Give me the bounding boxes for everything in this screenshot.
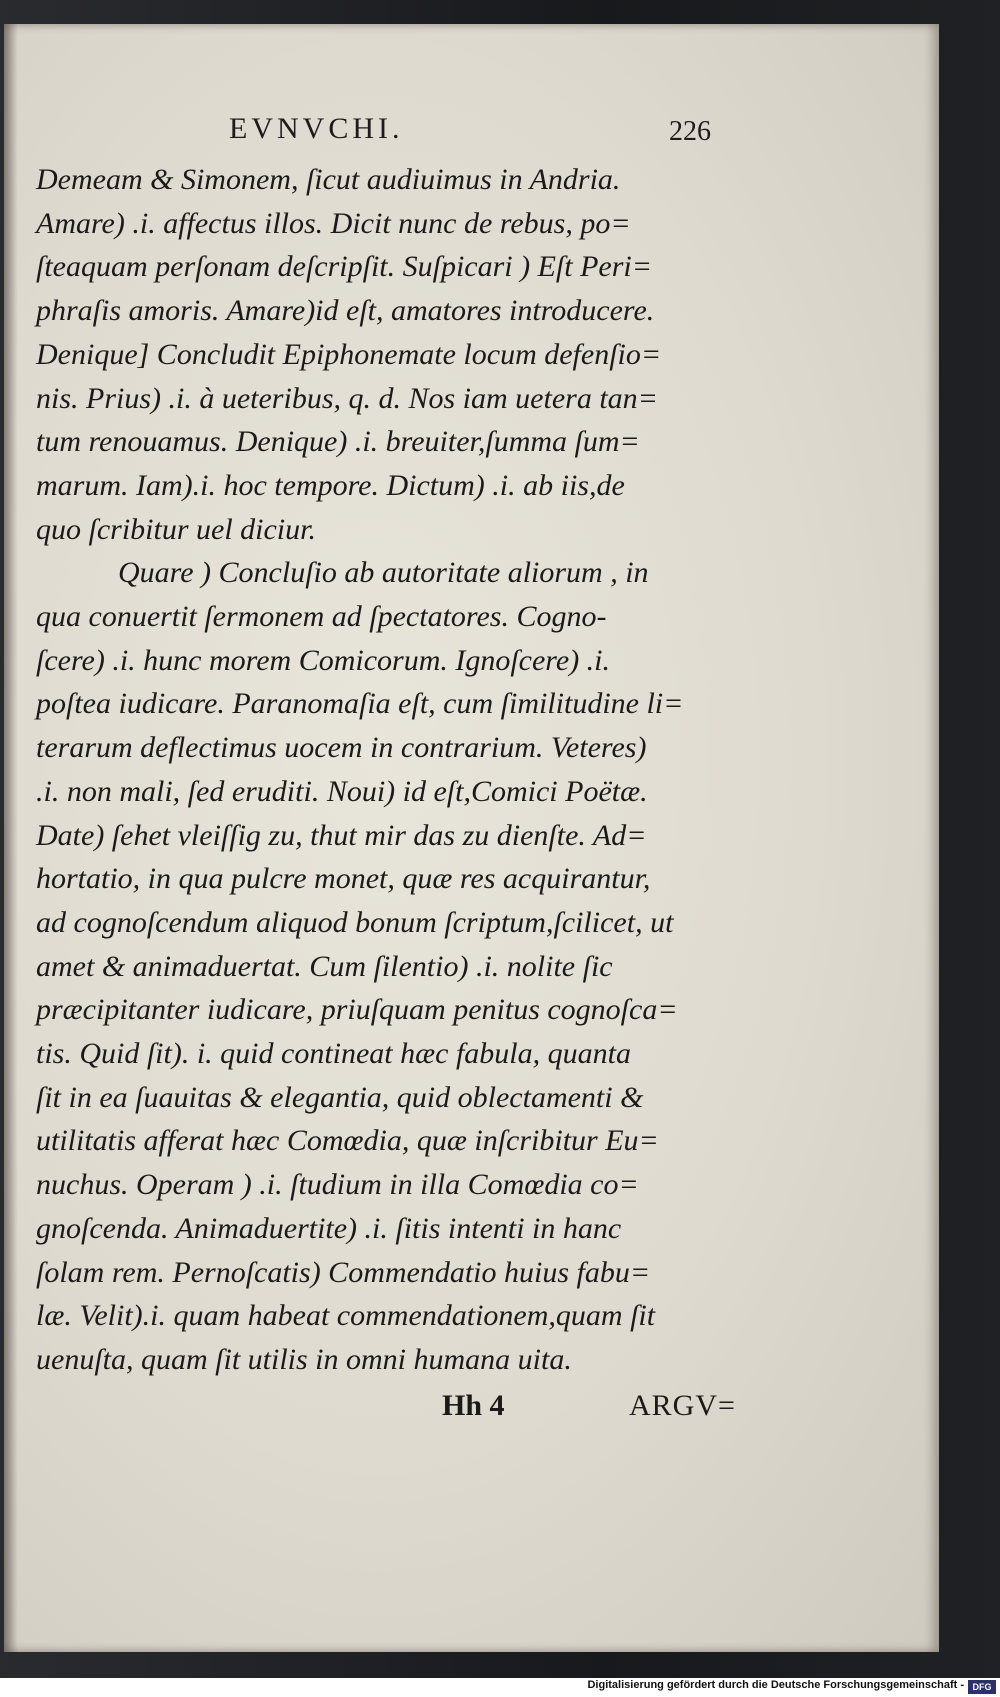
text-line: phraſis amoris. Amare)id eſt, amatores introducere. bbox=[36, 294, 655, 328]
text-line: amet & animaduertat. Cum ſilentio) .i. nolite ſic bbox=[36, 949, 613, 983]
text-line: Amare) .i. affectus illos. Dicit nunc de rebus, po= bbox=[36, 206, 631, 240]
text-line: ſcere) .i. hunc morem Comicorum. Ignoſcere) .i. bbox=[36, 643, 611, 677]
text-line: qua conuertit ſermonem ad ſpectatores. Cogno- bbox=[36, 600, 607, 634]
text-line: ad cognoſcendum aliquod bonum ſcriptum,ſcilicet, ut bbox=[36, 905, 674, 939]
text-line: Quare ) Concluſio ab autoritate aliorum , in bbox=[118, 556, 649, 590]
text-line: præcipitanter iudicare, priuſquam penitus cognoſca= bbox=[36, 993, 678, 1027]
digitization-credit: Digitalisierung gefördert durch die Deutsche Forschungsgemeinschaft - bbox=[587, 1679, 964, 1691]
text-line: Demeam & Simonem, ſicut audiuimus in Andria. bbox=[36, 163, 621, 196]
text-line: nis. Prius) .i. à ueteribus, q. d. Nos iam uetera tan= bbox=[36, 381, 658, 415]
commentary-text bbox=[36, 158, 756, 1382]
text-line: tum renouamus. Denique) .i. breuiter,ſumma ſum= bbox=[36, 425, 640, 459]
text-line: poſtea iudicare. Paranomaſia eſt, cum ſimilitudine li= bbox=[36, 687, 684, 721]
text-line: tis. Quid ſit). i. quid contineat hæc fabula, quanta bbox=[36, 1037, 631, 1071]
text-line: terarum deflectimus uocem in contrarium. Veteres) bbox=[36, 731, 647, 765]
text-line: gnoſcenda. Animaduertite) .i. ſitis intenti in hanc bbox=[36, 1211, 622, 1245]
text-line: læ. Velit).i. quam habeat commendationem,quam ſit bbox=[36, 1299, 656, 1333]
book-page bbox=[4, 24, 939, 1652]
text-line: nuchus. Operam ) .i. ſtudium in illa Comœdia co= bbox=[36, 1168, 639, 1202]
text-line: Date) ſehet vleiſſig zu, thut mir das zu dienſte. Ad= bbox=[36, 818, 647, 852]
page-number: 226 bbox=[669, 116, 711, 147]
text-line: utilitatis afferat hæc Comœdia, quæ inſcribitur Eu= bbox=[36, 1124, 659, 1158]
running-head: EVNVCHI. bbox=[229, 112, 404, 145]
text-line: marum. Iam).i. hoc tempore. Dictum) .i. ab iis,de bbox=[36, 468, 625, 502]
text-line: hortatio, in qua pulcre monet, quæ res acquirantur, bbox=[36, 862, 651, 896]
text-line: .i. non mali, ſed eruditi. Noui) id eſt,Comici Poëtæ. bbox=[36, 774, 648, 808]
catchword: ARGV= bbox=[629, 1389, 736, 1422]
text-line: Denique] Concludit Epiphonemate locum defenſio= bbox=[36, 337, 662, 371]
text-line: quo ſcribitur uel diciur. bbox=[36, 512, 316, 546]
dfg-logo-icon: DFG bbox=[968, 1680, 996, 1694]
signature-mark: Hh 4 bbox=[442, 1389, 505, 1422]
text-line: ſolam rem. Pernoſcatis) Commendatio huius fabu= bbox=[36, 1255, 651, 1289]
text-line: uenuſta, quam ſit utilis in omni humana uita. bbox=[36, 1342, 572, 1376]
text-line: ſit in ea ſuauitas & elegantia, quid oblectamenti & bbox=[36, 1080, 644, 1114]
text-line: ſteaquam perſonam deſcripſit. Suſpicari ) Eſt Peri= bbox=[36, 250, 652, 284]
